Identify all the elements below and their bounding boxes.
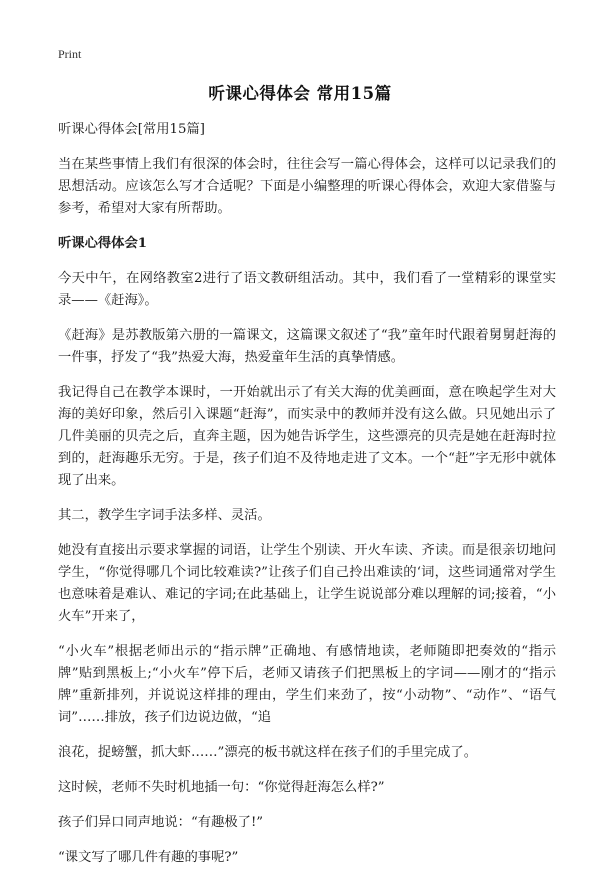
section-heading: 听课心得体会1 xyxy=(58,236,148,251)
article-subtitle: 听课心得体会[常用15篇] xyxy=(58,122,205,137)
paragraph: 浪花，捉螃蟹，抓大虾……”漂亮的板书就这样在孩子们的手里完成了。 xyxy=(58,745,477,760)
paragraph: 我记得自己在教学本课时，一开始就出示了有关大海的优美画面，意在唤起学生对大海的美好印象，然后引入课题“赶海”，而实录中的教师并没有这么做。只见她出示了几件美丽的贝壳之后，直奔主题，因为她告诉学生，这些漂亮的贝壳是她在赶海时拉到的，赶海趣乐无穷。于是，孩子们迫不及待地走进了文本。一个“赶”字无形中就体现了出来。 xyxy=(58,385,556,488)
paragraph: 其二，教学生字词手法多样、灵活。 xyxy=(58,508,271,523)
paragraph: 今天中午，在网络教室2进行了语文教研组活动。其中，我们看了一堂精彩的课堂实录——《赶海》。 xyxy=(58,271,556,308)
paragraph: 这时候，老师不失时机地插一句：“你觉得赶海怎么样?” xyxy=(58,780,385,795)
paragraph: “小火车”根据老师出示的“指示牌”正确地、有感情地读，老师随即把奏效的“指示牌”贴到黑板上;“小火车”停下后，老师又请孩子们把黑板上的字词——刚才的“指示牌”重新排列，并说说这样排的理由，学生们来劲了，按“小动物”、“动作”、“语气词”……排放，孩子们边说边做，“追 xyxy=(58,644,556,725)
paragraph: 《赶海》是苏教版第六册的一篇课文，这篇课文叙述了“我”童年时代跟着舅舅赶海的一件事，抒发了“我”热爱大海，热爱童年生活的真挚情感。 xyxy=(58,328,556,365)
paragraph: 她没有直接出示要求掌握的词语，让学生个别读、开火车读、齐读。而是很亲切地问学生，“你觉得哪几个词比较难读?”让孩子们自己拎出难读的‘词，这些词通常对学生也意味着是难认、难记的字词;在此基础上，让学生说说部分难以理解的词;接着，“小火车”开来了， xyxy=(58,543,556,624)
paragraph: 孩子们异口同声地说：“有趣极了!” xyxy=(58,815,264,830)
page-title: 听课心得体会 常用15篇 xyxy=(208,84,392,103)
paragraph: “课文写了哪几件有趣的事呢?” xyxy=(58,850,239,865)
print-link[interactable]: Print xyxy=(58,47,82,61)
intro-paragraph: 当在某些事情上我们有很深的体会时，往往会写一篇心得体会，这样可以记录我们的思想活动。应该怎么写才合适呢？下面是小编整理的听课心得体会，欢迎大家借鉴与参考，希望对大家有所帮助。 xyxy=(58,157,556,216)
article-body xyxy=(58,119,556,882)
